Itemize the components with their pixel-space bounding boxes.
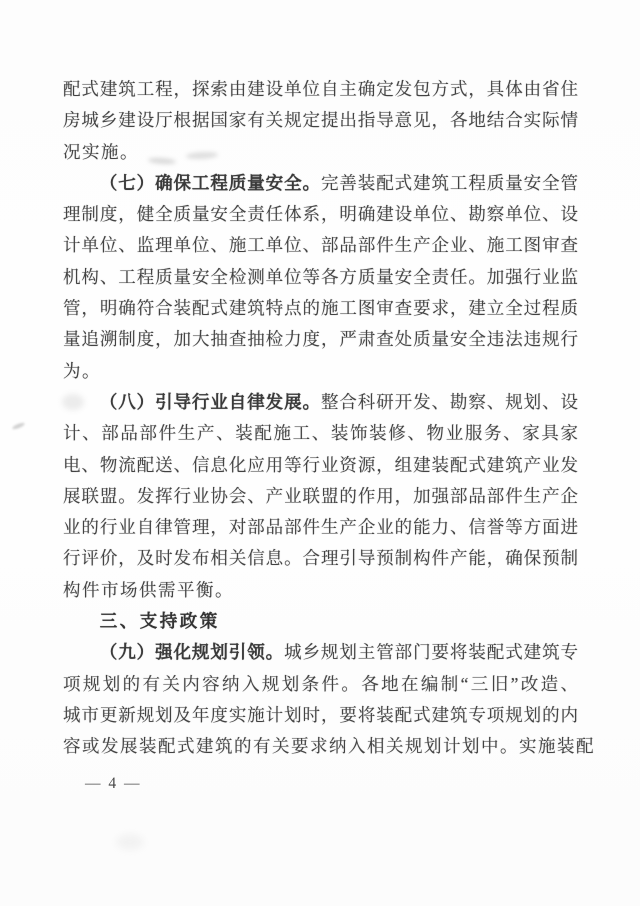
item-title: （八）引导行业自律发展。 <box>99 391 321 412</box>
text-line: 电、物流配送、信息化应用等行业资源，组建装配式建筑产业发 <box>63 454 578 475</box>
item-title: （七）确保工程质量安全。 <box>99 172 321 193</box>
text-line: 理制度，健全质量安全责任体系，明确建设单位、勘察单位、设 <box>63 204 578 225</box>
text-line: 况实施。 <box>63 141 139 162</box>
text-line: 展联盟。发挥行业协会、产业联盟的作用，加强部品部件生产企 <box>63 485 578 506</box>
text-line: 业的行业自律管理，对部品部件生产企业的能力、信誉等方面进 <box>63 517 578 538</box>
text-line: （八）引导行业自律发展。整合科研开发、勘察、规划、设 <box>99 391 579 412</box>
text-line: 为。 <box>63 360 101 381</box>
text-line: 三、支持政策 <box>99 611 220 632</box>
text-line: 计、部品部件生产、装配施工、装饰装修、物业服务、家具家 <box>63 423 578 444</box>
text-line: （九）强化规划引领。城乡规划主管部门要将装配式建筑专 <box>99 642 578 663</box>
text-line: 项规划的有关内容纳入规划条件。各地在编制“三旧”改造、 <box>63 673 578 694</box>
paragraph <box>63 387 578 606</box>
paragraph <box>63 74 578 168</box>
text-line: 机构、工程质量安全检测单位等各方质量安全责任。加强行业监 <box>63 266 578 287</box>
text-line: 配式建筑工程，探索由建设单位自主确定发包方式，具体由省住 <box>63 79 578 99</box>
text-line: 计单位、监理单位、施工单位、部品部件生产企业、施工图审查 <box>63 235 578 256</box>
section-heading <box>63 606 578 637</box>
text-line: 房城乡建设厅根据国家有关规定提出指导意见，各地结合实际情 <box>63 110 578 131</box>
scan-smudge <box>12 422 26 431</box>
page-number: — 4 — <box>85 775 142 792</box>
text-line: （七）确保工程质量安全。完善装配式建筑工程质量安全管 <box>99 172 579 193</box>
paragraph <box>63 637 595 762</box>
scan-smudge <box>116 834 144 850</box>
text-line: 行评价，及时发布相关信息。合理引导预制构件产能，确保预制 <box>63 548 578 569</box>
document-body <box>63 74 595 763</box>
scan-smudge <box>62 394 84 410</box>
text-line: 城市更新规划及年度实施计划时，要将装配式建筑专项规划的内 <box>63 704 578 725</box>
paragraph <box>63 168 578 387</box>
text-line: 管，明确符合装配式建筑特点的施工图审查要求，建立全过程质 <box>63 298 578 319</box>
text-line: 构件市场供需平衡。 <box>63 579 234 600</box>
text-line: 容或发展装配式建筑的有关要求纳入相关规划计划中。实施装配 <box>63 736 595 757</box>
text-line: 量追溯制度，加大抽查抽检力度，严肃查处质量安全违法违规行 <box>63 329 578 350</box>
item-title: （九）强化规划引领。 <box>99 642 285 663</box>
